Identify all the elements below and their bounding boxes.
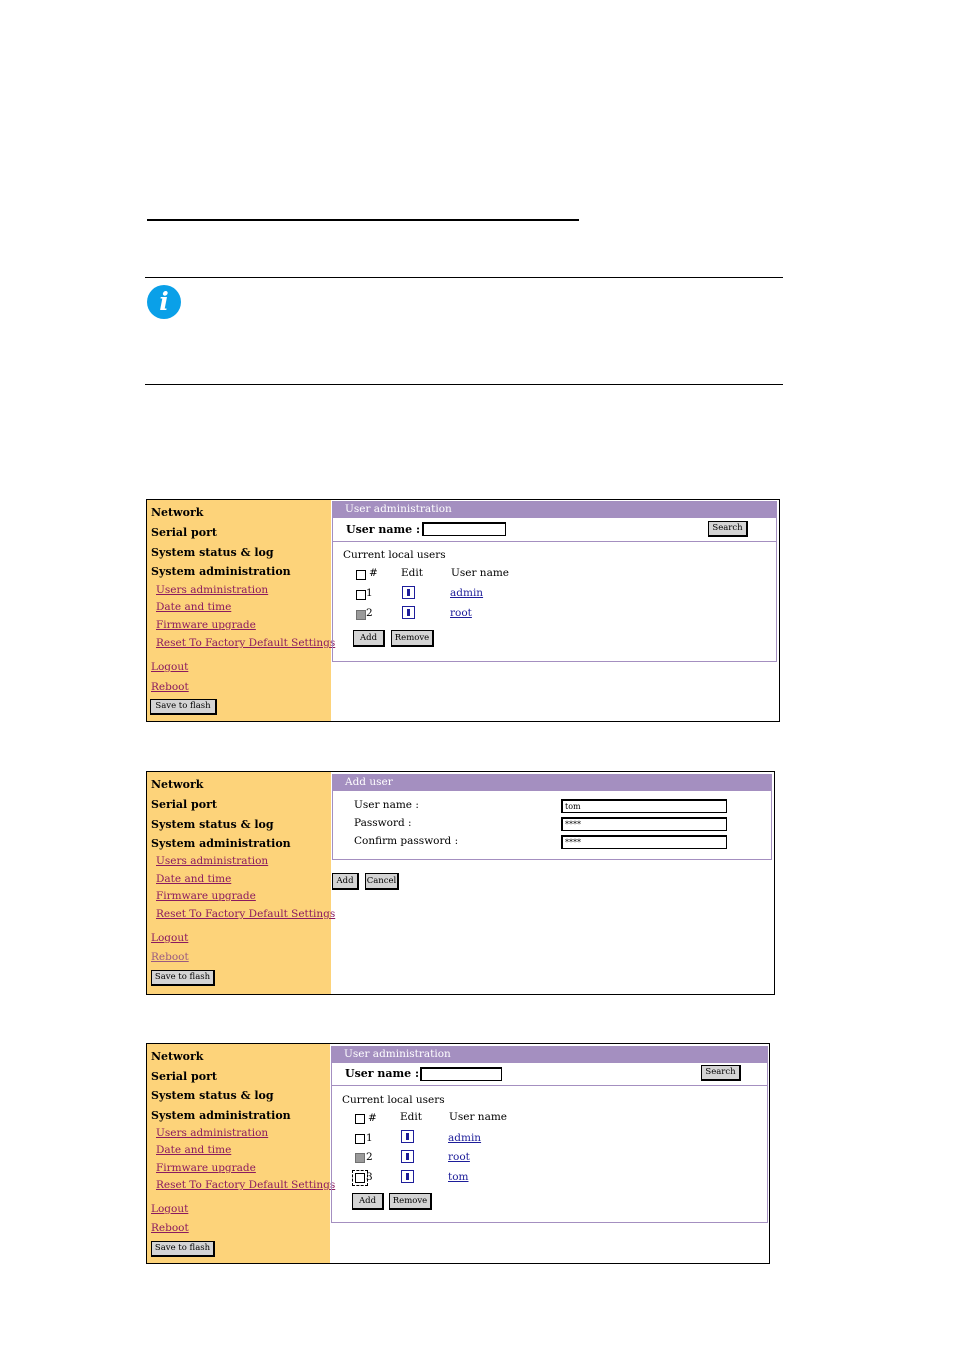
column-header-number: # [369,567,378,579]
user-name-label: User name : [345,1067,420,1080]
reboot-link[interactable]: Reboot [151,681,189,693]
menu-serial-port[interactable]: Serial port [151,798,217,811]
select-all-checkbox[interactable] [356,570,366,580]
select-all-checkbox[interactable] [355,1114,365,1124]
menu-system-administration[interactable]: System administration [151,565,291,578]
menu-system-status-log[interactable]: System status & log [151,546,274,559]
user-name-link[interactable]: root [450,607,472,619]
submenu-users-administration[interactable]: Users administration [156,855,269,867]
info-icon: i [147,285,181,319]
logout-link[interactable]: Logout [151,1203,189,1215]
submenu-reset-factory-default[interactable]: Reset To Factory Default Settings [156,908,336,920]
menu-serial-port[interactable]: Serial port [151,526,217,539]
panel-separator [332,541,777,542]
remove-button[interactable]: Remove [391,630,434,647]
submenu-firmware-upgrade[interactable]: Firmware upgrade [156,1162,256,1174]
user-row-checkbox[interactable] [355,1173,365,1183]
menu-serial-port[interactable]: Serial port [151,1070,217,1083]
submenu-users-administration[interactable]: Users administration [156,584,269,596]
screenshot-user-administration-after-add [146,1043,770,1264]
save-to-flash-button[interactable]: Save to flash [151,1241,215,1257]
menu-system-status-log[interactable]: System status & log [151,818,274,831]
panel-header: User administration [332,501,777,517]
menu-system-administration[interactable]: System administration [151,1109,291,1122]
user-row-number: 3 [366,1171,373,1183]
submenu-firmware-upgrade[interactable]: Firmware upgrade [156,890,256,902]
main-pane [332,500,779,721]
remove-button[interactable]: Remove [389,1193,432,1210]
add-button[interactable]: Add [353,630,385,647]
edit-icon[interactable] [401,1150,414,1163]
submenu-reset-factory-default[interactable]: Reset To Factory Default Settings [156,1179,336,1191]
note-bottom-rule [145,384,783,385]
user-name-label: User name : [354,799,419,811]
panel-separator [331,1085,768,1086]
screenshot-user-administration [146,499,780,722]
save-to-flash-button[interactable]: Save to flash [150,699,217,715]
logout-link[interactable]: Logout [151,932,189,944]
user-row-checkbox[interactable] [356,590,366,600]
password-label: Password : [354,817,412,829]
confirm-password-input[interactable]: **** [561,835,727,849]
edit-icon[interactable] [402,586,415,599]
search-button[interactable]: Search [708,521,748,537]
menu-system-status-log[interactable]: System status & log [151,1089,274,1102]
confirm-password-label: Confirm password : [354,835,459,847]
note-top-rule [145,277,783,278]
user-name-input[interactable] [420,1067,502,1081]
menu-network[interactable]: Network [151,1050,204,1063]
user-row-number: 1 [366,587,373,599]
column-header-user-name: User name [449,1111,508,1123]
edit-icon[interactable] [401,1130,414,1143]
submenu-date-and-time[interactable]: Date and time [156,601,232,613]
save-to-flash-button[interactable]: Save to flash [151,970,215,986]
sidebar [147,1044,336,1263]
sidebar [147,772,336,994]
sidebar [147,500,336,721]
menu-network[interactable]: Network [151,506,204,519]
user-name-link[interactable]: tom [448,1171,469,1183]
menu-system-administration[interactable]: System administration [151,837,291,850]
add-button[interactable]: Add [352,1193,384,1210]
submenu-firmware-upgrade[interactable]: Firmware upgrade [156,619,256,631]
submenu-reset-factory-default[interactable]: Reset To Factory Default Settings [156,637,336,649]
submenu-users-administration[interactable]: Users administration [156,1127,269,1139]
user-name-link[interactable]: admin [448,1132,482,1144]
user-name-label: User name : [346,523,421,536]
user-name-link[interactable]: root [448,1151,470,1163]
column-header-edit: Edit [401,567,423,579]
column-header-edit: Edit [400,1111,422,1123]
reboot-link[interactable]: Reboot [151,1222,189,1234]
edit-icon[interactable] [402,606,415,619]
search-button[interactable]: Search [701,1065,741,1081]
column-header-number: # [368,1112,377,1124]
user-name-link[interactable]: admin [450,587,484,599]
logout-link[interactable]: Logout [151,661,189,673]
user-row-number: 2 [366,607,373,619]
column-header-user-name: User name [451,567,510,579]
menu-network[interactable]: Network [151,778,204,791]
main-pane [331,1044,769,1263]
panel-header: Add user [332,774,772,790]
user-row-number: 2 [366,1151,373,1163]
edit-icon[interactable] [401,1170,414,1183]
screenshot-add-user [146,771,775,995]
list-title: Current local users [342,1094,445,1106]
user-row-checkbox [356,610,366,620]
section-title-underline [147,219,579,221]
panel-header: User administration [331,1046,768,1062]
user-row-checkbox [355,1153,365,1163]
add-button[interactable]: Add [332,873,359,890]
user-row-number: 1 [366,1132,373,1144]
cancel-button[interactable]: Cancel [365,873,399,890]
user-name-input[interactable]: tom [561,799,727,813]
user-row-checkbox[interactable] [355,1134,365,1144]
list-title: Current local users [343,549,446,561]
password-input[interactable]: **** [561,817,727,831]
main-pane [332,772,774,994]
user-name-input[interactable] [422,522,506,536]
submenu-date-and-time[interactable]: Date and time [156,873,232,885]
submenu-date-and-time[interactable]: Date and time [156,1144,232,1156]
reboot-link[interactable]: Reboot [151,951,189,963]
